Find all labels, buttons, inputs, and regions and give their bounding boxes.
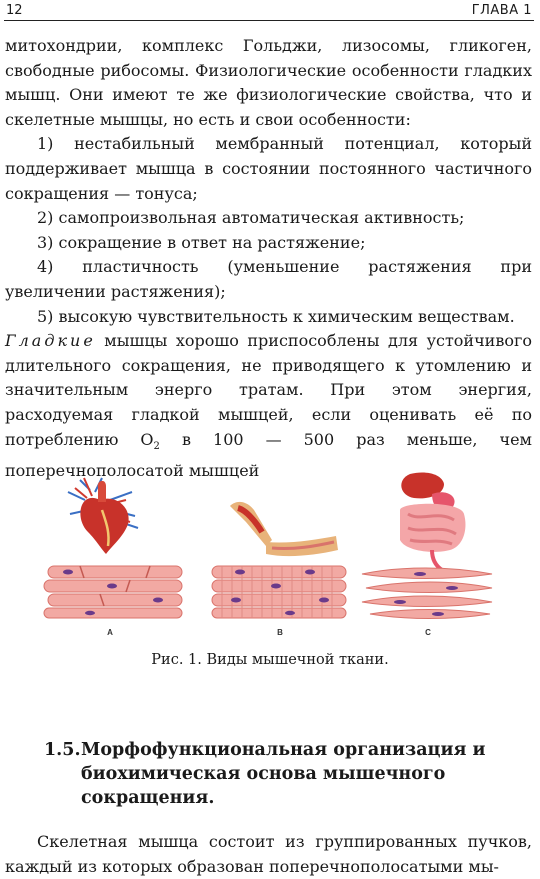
list-item: 1) нестабильный мембранный потенциал, который поддерживает мышца в состоянии постоянного частичного сокращения — тонуса; (5, 134, 532, 203)
muscle-figure (40, 470, 500, 642)
page-number: 12 (6, 3, 23, 18)
panel-label-b: B (277, 628, 283, 637)
section-title: Морфофункциональная организация и биохимическая основа мышечного сокращения. (81, 740, 486, 808)
section-number: 1.5. (44, 740, 81, 760)
chapter-label: ГЛАВА 1 (471, 3, 532, 18)
list-item: 5) высокую чувствительность к химическим веществам. (37, 306, 515, 326)
paragraph-skeletal: Скелетная мышца состоит из группированных пучков, каждый из которых образован поперечнополосатыми мы- (5, 832, 532, 876)
subscript: 2 (153, 440, 160, 452)
cardiac-muscle-fibers (44, 566, 182, 618)
list-item: 3) сокращение в ответ на растяжение; (37, 232, 366, 252)
body-text (5, 34, 532, 484)
page-header (4, 2, 534, 21)
list-item: 2) самопроизвольная автоматическая активность; (37, 208, 465, 228)
paragraph-smooth-muscle: Гладкие мышцы хорошо приспособлены для устойчивого длительного сокращения, не приводящего к утомлению и значительным энерго тратам. При этом энергия, расходуемая гладкой мышцей, если оценивать её по потреблению $О_2$ в 100 — 500 раз меньше, чем поперечнополосатой мышцей (5, 331, 532, 481)
figure-caption: Рис. 1. Виды мышечной ткани. (151, 652, 389, 668)
arm-image (230, 502, 338, 556)
list-item: 4) пластичность (уменьшение растяжения при увеличении растяжения); (5, 257, 532, 301)
emphasis-term: Гладкие (5, 331, 96, 351)
smooth-muscle-fibers (362, 568, 492, 619)
heart-image (68, 478, 138, 554)
panel-label-c: C (425, 628, 431, 637)
paragraph-intro: митохондрии, комплекс Гольджи, лизосомы, гликоген, свободные рибосомы. Физиологические особенности гладких мышц. Они имеют те же физиологические свойства, что и скелетные мышцы, но есть и свои особенности: (5, 36, 532, 129)
skeletal-muscle-fibers (212, 566, 346, 618)
digestive-tract-image (400, 472, 465, 570)
panel-label-a: A (107, 628, 113, 637)
muscle-illustration (40, 470, 500, 642)
body-text-end (5, 830, 532, 879)
